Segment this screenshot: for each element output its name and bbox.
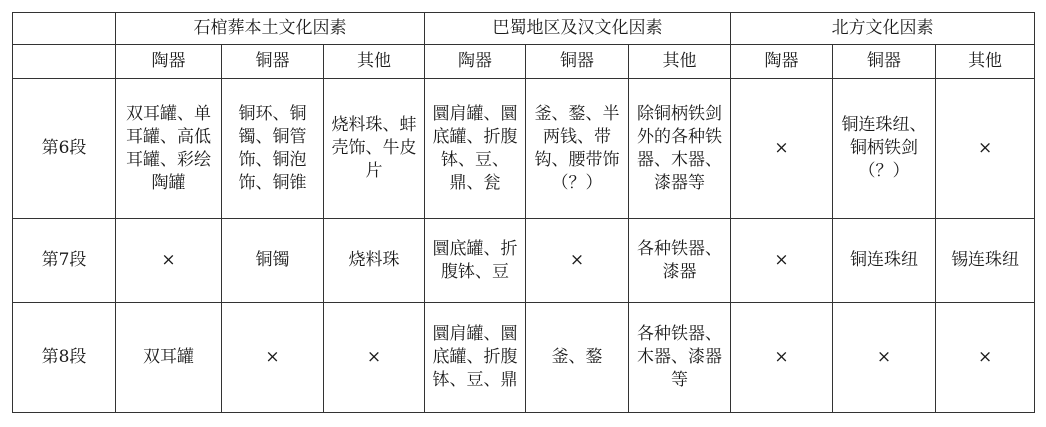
bashu-pottery-cell: 圜底罐、折腹钵、豆 <box>425 219 526 303</box>
subheader-local-other: 其他 <box>324 45 425 79</box>
bashu-other-cell: 各种铁器、漆器 <box>629 219 731 303</box>
subheader-north-pottery: 陶器 <box>731 45 833 79</box>
local-bronze-cell: 铜镯 <box>222 219 324 303</box>
corner-cell-2 <box>13 45 116 79</box>
table-row-segment-7 <box>13 219 1035 303</box>
bashu-other-cell: 除铜柄铁剑外的各种铁器、木器、漆器等 <box>629 79 731 219</box>
group-header-bashu-han: 巴蜀地区及汉文化因素 <box>425 13 731 45</box>
bashu-bronze-cell: 釜、鍪、半两钱、带钩、腰带饰（？） <box>526 79 629 219</box>
culture-factors-table <box>12 12 1035 413</box>
north-pottery-cell: × <box>731 219 833 303</box>
group-header-local: 石棺葬本土文化因素 <box>116 13 425 45</box>
bashu-pottery-cell: 圜肩罐、圜底罐、折腹钵、豆、鼎 <box>425 303 526 413</box>
group-header-row <box>13 13 1035 45</box>
subheader-north-bronze: 铜器 <box>833 45 936 79</box>
subheader-local-bronze: 铜器 <box>222 45 324 79</box>
bashu-other-cell: 各种铁器、木器、漆器等 <box>629 303 731 413</box>
north-other-cell: × <box>936 79 1035 219</box>
subheader-local-pottery: 陶器 <box>116 45 222 79</box>
segment-label: 第8段 <box>13 303 116 413</box>
table-row-segment-8 <box>13 303 1035 413</box>
local-other-cell: 烧料珠 <box>324 219 425 303</box>
north-other-cell: 锡连珠纽 <box>936 219 1035 303</box>
local-bronze-cell: × <box>222 303 324 413</box>
local-bronze-cell: 铜环、铜镯、铜管饰、铜泡饰、铜锥 <box>222 79 324 219</box>
north-other-cell: × <box>936 303 1035 413</box>
north-bronze-cell: 铜连珠纽 <box>833 219 936 303</box>
local-pottery-cell: 双耳罐 <box>116 303 222 413</box>
north-pottery-cell: × <box>731 79 833 219</box>
segment-label: 第6段 <box>13 79 116 219</box>
bashu-bronze-cell: × <box>526 219 629 303</box>
subheader-bashu-bronze: 铜器 <box>526 45 629 79</box>
subheader-bashu-other: 其他 <box>629 45 731 79</box>
sub-header-row <box>13 45 1035 79</box>
north-bronze-cell: × <box>833 303 936 413</box>
local-other-cell: × <box>324 303 425 413</box>
bashu-bronze-cell: 釜、鍪 <box>526 303 629 413</box>
segment-label: 第7段 <box>13 219 116 303</box>
north-bronze-cell: 铜连珠纽、铜柄铁剑（？） <box>833 79 936 219</box>
local-pottery-cell: × <box>116 219 222 303</box>
local-pottery-cell: 双耳罐、单耳罐、高低耳罐、彩绘陶罐 <box>116 79 222 219</box>
subheader-north-other: 其他 <box>936 45 1035 79</box>
group-header-north: 北方文化因素 <box>731 13 1035 45</box>
north-pottery-cell: × <box>731 303 833 413</box>
local-other-cell: 烧料珠、蚌壳饰、牛皮片 <box>324 79 425 219</box>
corner-cell <box>13 13 116 45</box>
bashu-pottery-cell: 圜肩罐、圜底罐、折腹钵、豆、鼎、瓮 <box>425 79 526 219</box>
subheader-bashu-pottery: 陶器 <box>425 45 526 79</box>
table-row-segment-6 <box>13 79 1035 219</box>
